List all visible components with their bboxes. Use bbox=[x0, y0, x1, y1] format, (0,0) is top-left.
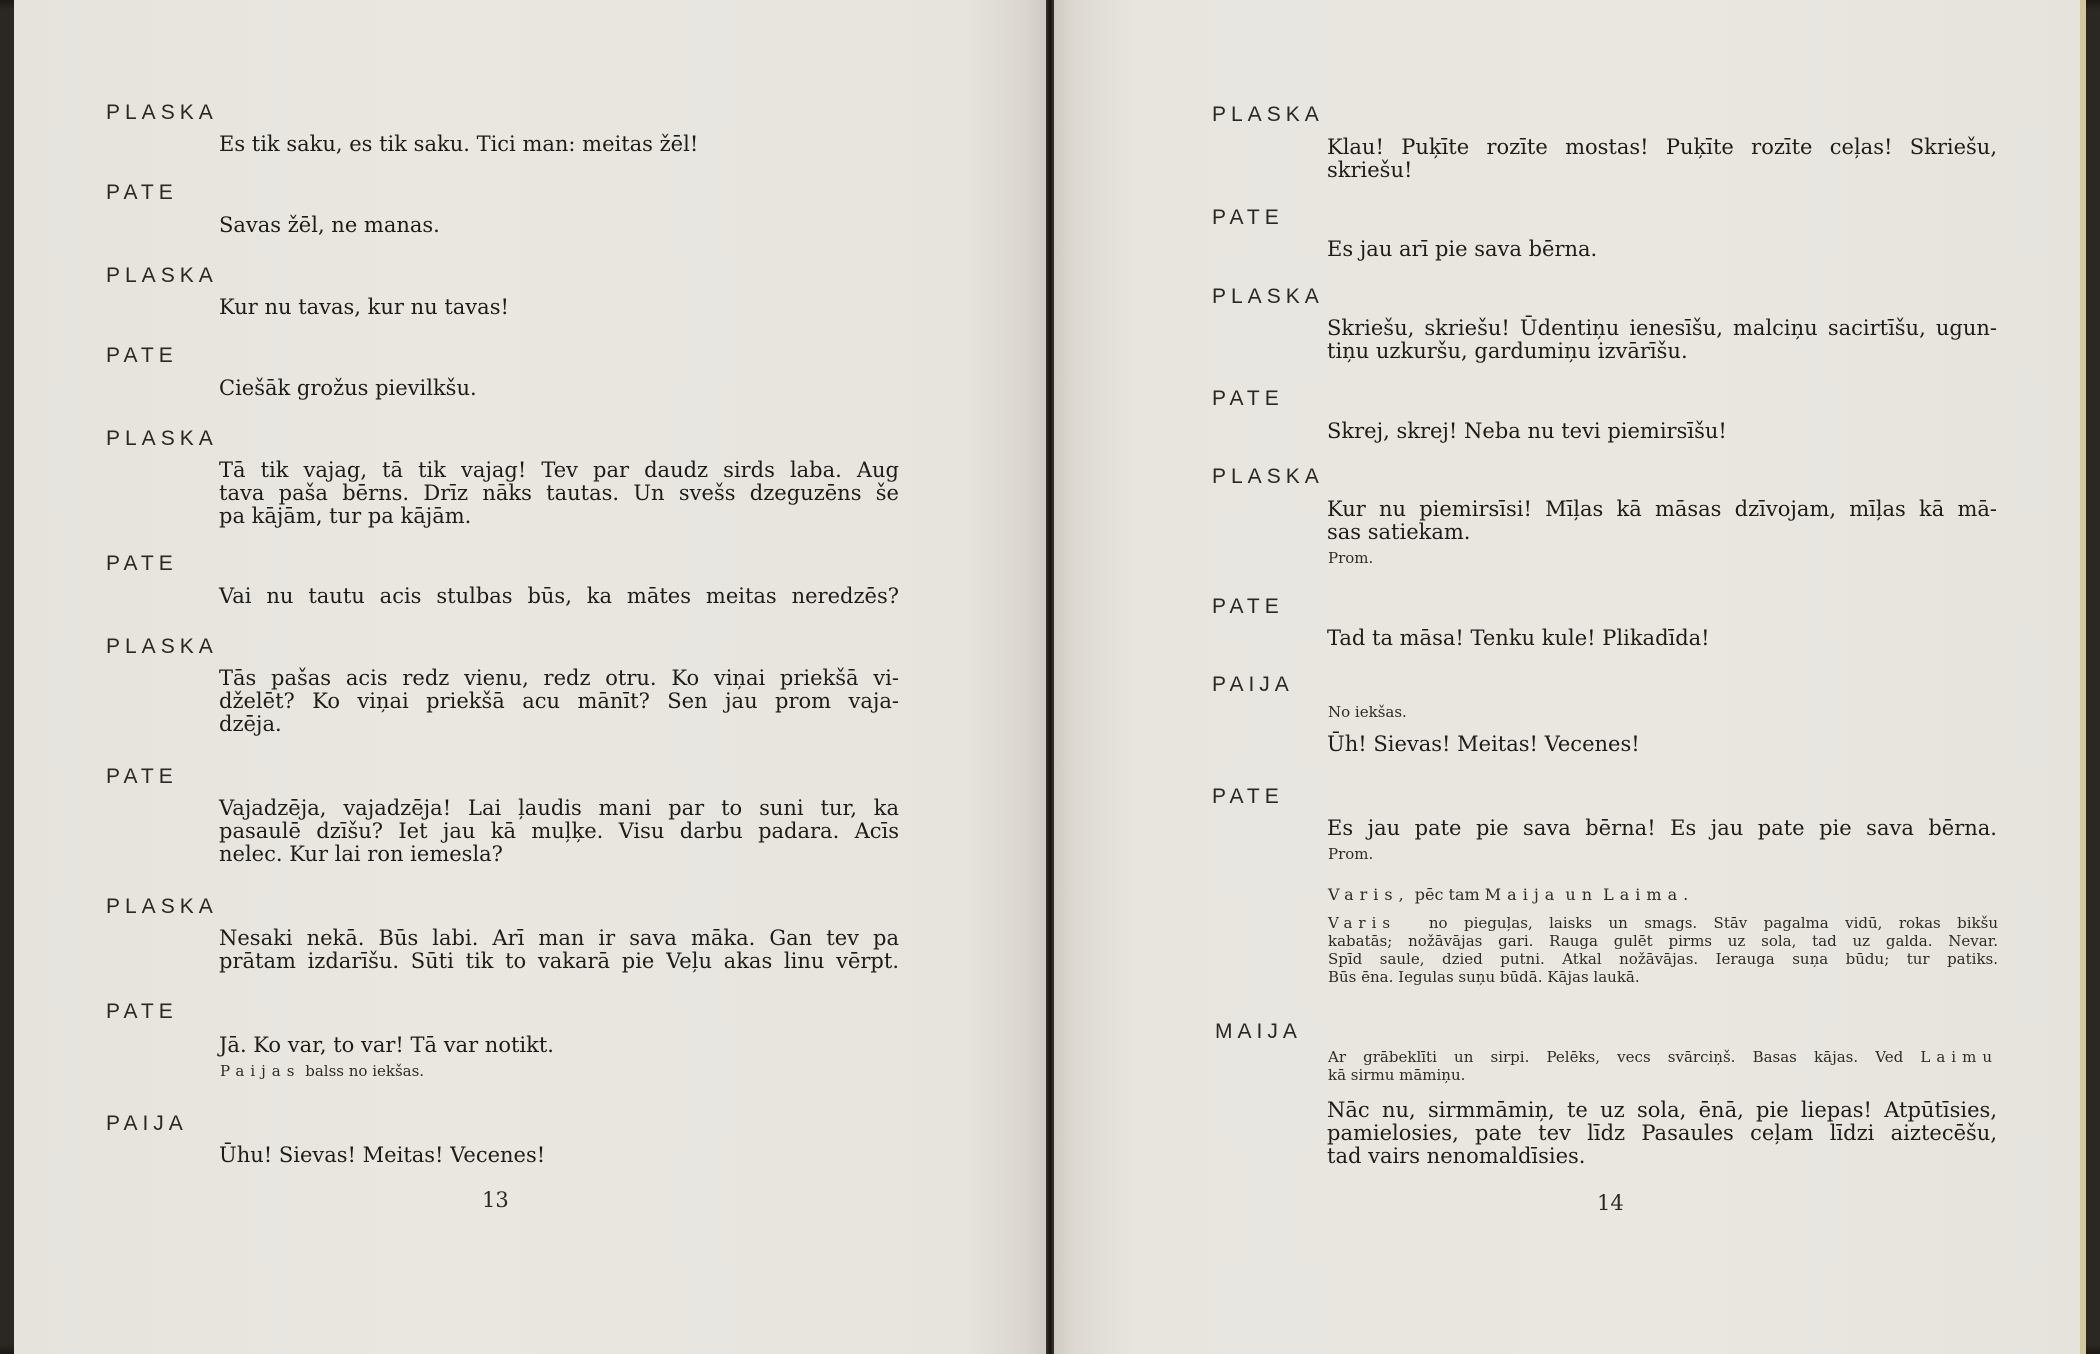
dialogue-line: pamielosies, pate tev līdz Pasaules ceļam līdzi aiztecēšu, bbox=[1327, 1121, 1997, 1145]
dialogue-text bbox=[219, 667, 899, 736]
scene-description-line: Būs ēna. Iegulas suņu būdā. Kājas laukā. bbox=[1328, 968, 1640, 986]
speaker-name: PLASKA bbox=[1212, 285, 1324, 308]
scene-description bbox=[1328, 914, 1998, 986]
scene-description-line: Spīd saule, dzied putni. Atkal nožāvājas. Ierauga suņa būdu; tur patiks. bbox=[1328, 950, 1998, 968]
speaker-name: PLASKA bbox=[106, 427, 218, 450]
speaker-name: PLASKA bbox=[1212, 465, 1324, 488]
scene-character-name: Varis bbox=[1328, 914, 1397, 932]
stage-direction bbox=[1328, 1048, 1998, 1084]
dialogue-line: Tās pašas acis redz vienu, redz otru. Ko viņai priekšā vi- bbox=[219, 666, 899, 690]
dialogue-line: Skrej, skrej! Neba nu tevi piemirsīšu! bbox=[1327, 419, 1727, 443]
page-number: 14 bbox=[1597, 1191, 1624, 1215]
dialogue-line: Kur nu piemirsīsi! Mīļas kā māsas dzīvojam, mīļas kā mā- bbox=[1327, 497, 1997, 521]
dialogue-text bbox=[1327, 817, 1997, 840]
dialogue-text bbox=[1327, 733, 1997, 756]
dialogue-line: Vai nu tautu acis stulbas būs, ka mātes meitas neredzēs? bbox=[219, 584, 899, 608]
dialogue-line: tad vairs nenomaldīsies. bbox=[1327, 1144, 1586, 1168]
dialogue-text bbox=[1327, 136, 1997, 182]
left-page bbox=[14, 0, 1046, 1354]
stage-direction-text: balss no iekšas. bbox=[305, 1062, 425, 1080]
dialogue-line: sas satiekam. bbox=[1327, 520, 1471, 544]
dialogue-line: Nesaki nekā. Būs labi. Arī man ir sava māka. Gan tev pa bbox=[219, 926, 899, 950]
right-page bbox=[1054, 0, 2086, 1354]
stage-direction-text: Ar grābeklīti un sirpi. Pelēks, vecs svārciņš. Basas kājas. Ved bbox=[1328, 1048, 1904, 1066]
speaker-name: PLASKA bbox=[1212, 103, 1324, 126]
dialogue-text bbox=[1327, 498, 1997, 544]
dialogue-text bbox=[219, 377, 749, 400]
dialogue-line: Savas žēl, ne manas. bbox=[219, 213, 440, 237]
dialogue-text bbox=[219, 585, 899, 608]
page-number: 13 bbox=[482, 1188, 509, 1212]
speaker-name: PAIJA bbox=[106, 1112, 188, 1135]
stage-direction: Prom. bbox=[1328, 845, 1374, 863]
dialogue-text bbox=[219, 797, 899, 866]
scene-heading-text: pēc tam bbox=[1414, 885, 1480, 904]
dialogue-line: Klau! Puķīte rozīte mostas! Puķīte rozīte ceļas! Skriešu, bbox=[1327, 135, 1997, 159]
scene-heading-text: un bbox=[1565, 885, 1599, 904]
speaker-name: PATE bbox=[1212, 595, 1284, 618]
dialogue-line: Nāc nu, sirmmāmiņ, te uz sola, ēnā, pie liepas! Atpūtīsies, bbox=[1327, 1098, 1997, 1122]
dialogue-line: Ūhu! Sievas! Meitas! Vecenes! bbox=[219, 1143, 546, 1167]
dialogue-text bbox=[219, 459, 899, 528]
book-spine bbox=[1046, 0, 1054, 1354]
scene-character-name: Maija bbox=[1484, 885, 1561, 904]
stage-direction-line: kā sirmu māmiņu. bbox=[1328, 1066, 1466, 1084]
stage-direction: Prom. bbox=[1328, 549, 1374, 567]
dialogue-line: Ūh! Sievas! Meitas! Vecenes! bbox=[1327, 732, 1640, 756]
dialogue-line: Es jau pate pie sava bērna! Es jau pate pie sava bērna. bbox=[1327, 816, 1997, 840]
scene-character-name: Laima. bbox=[1603, 885, 1695, 904]
dialogue-line: prātam izdarīšu. Sūti tik to vakarā pie Veļu akas linu vērpt. bbox=[219, 949, 899, 973]
dialogue-line: pa kājām, tur pa kājām. bbox=[219, 504, 472, 528]
speaker-name: PAIJA bbox=[1212, 673, 1294, 696]
speaker-name: PATE bbox=[106, 1000, 178, 1023]
scene-description-line: kabatās; nožāvājas gari. Rauga gulēt pirms uz sola, tad uz galda. Nevar. bbox=[1328, 932, 1998, 950]
speaker-name: PLASKA bbox=[106, 635, 218, 658]
speaker-name: PATE bbox=[1212, 206, 1284, 229]
speaker-name: PATE bbox=[106, 765, 178, 788]
scene-description-line bbox=[1328, 914, 1998, 932]
stage-character-name: Paijas bbox=[220, 1062, 301, 1080]
dialogue-text bbox=[1327, 627, 1997, 650]
speaker-name: PATE bbox=[106, 344, 178, 367]
stage-direction-line bbox=[1328, 1048, 1998, 1066]
dialogue-line: Jā. Ko var, to var! Tā var notikt. bbox=[219, 1033, 554, 1057]
scene-character-name: Varis, bbox=[1328, 885, 1410, 904]
dialogue-line: Tā tik vajag, tā tik vajag! Tev par daudz sirds laba. Aug bbox=[219, 458, 899, 482]
scene-text: no pieguļas, laisks un smags. Stāv pagalma vidū, rokas bikšu bbox=[1428, 914, 1998, 932]
dialogue-text bbox=[1327, 420, 1997, 443]
speaker-name: PLASKA bbox=[106, 895, 218, 918]
speaker-name: PATE bbox=[1212, 785, 1284, 808]
stage-direction bbox=[220, 1062, 424, 1080]
dialogue-text bbox=[1327, 317, 1997, 363]
dialogue-line: Tad ta māsa! Tenku kule! Plikadīda! bbox=[1327, 626, 1710, 650]
dialogue-line: dželēt? Ko viņai priekšā acu mānīt? Sen jau prom vaja- bbox=[219, 689, 899, 713]
speaker-name: PATE bbox=[106, 181, 178, 204]
dialogue-line: nelec. Kur lai ron iemesla? bbox=[219, 842, 503, 866]
dialogue-text bbox=[219, 1144, 749, 1167]
dialogue-line: pasaulē dzīšu? Iet jau kā muļķe. Visu darbu padara. Acīs bbox=[219, 819, 899, 843]
scene-heading bbox=[1328, 886, 1694, 904]
dialogue-line: tiņu uzkuršu, gardumiņu izvārīšu. bbox=[1327, 339, 1688, 363]
dialogue-text bbox=[1327, 1099, 1997, 1168]
dialogue-line: Skriešu, skriešu! Ūdentiņu ienesīšu, malciņu sacirtīšu, ugun- bbox=[1327, 316, 1997, 340]
dialogue-line: skriešu! bbox=[1327, 158, 1413, 182]
dialogue-text bbox=[219, 214, 749, 237]
dialogue-line: dzēja. bbox=[219, 712, 282, 736]
dialogue-line: Ciešāk grožus pievilkšu. bbox=[219, 376, 477, 400]
dialogue-text bbox=[219, 1034, 749, 1057]
dialogue-line: Es tik saku, es tik saku. Tici man: meitas žēl! bbox=[219, 132, 699, 156]
stage-direction: No iekšas. bbox=[1328, 703, 1407, 721]
speaker-name: MAIJA bbox=[1215, 1020, 1302, 1043]
dialogue-line: tava paša bērns. Drīz nāks tautas. Un svešs dzeguzēns še bbox=[219, 481, 899, 505]
dialogue-text bbox=[1327, 238, 1997, 261]
dialogue-line: Vajadzēja, vajadzēja! Lai ļaudis mani par to suni tur, ka bbox=[219, 796, 899, 820]
dialogue-line: Kur nu tavas, kur nu tavas! bbox=[219, 295, 509, 319]
dialogue-text bbox=[219, 927, 899, 973]
dialogue-line: Es jau arī pie sava bērna. bbox=[1327, 237, 1598, 261]
dialogue-text bbox=[219, 296, 749, 319]
speaker-name: PATE bbox=[1212, 387, 1284, 410]
speaker-name: PATE bbox=[106, 552, 178, 575]
dialogue-text bbox=[219, 133, 749, 156]
speaker-name: PLASKA bbox=[106, 264, 218, 287]
stage-character-name: Laimu bbox=[1920, 1048, 1998, 1066]
speaker-name: PLASKA bbox=[106, 101, 218, 124]
